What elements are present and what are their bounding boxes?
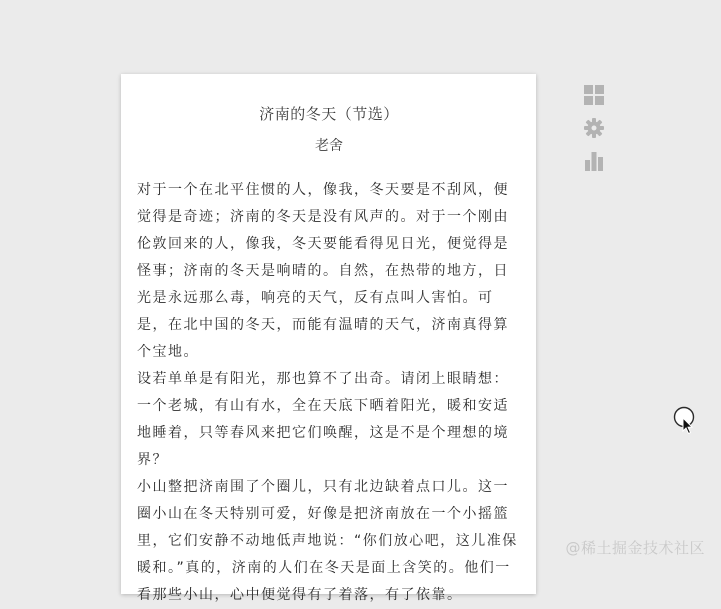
grid-view-button[interactable] [583, 84, 605, 106]
article-body [137, 177, 521, 609]
grid-icon [584, 85, 604, 105]
watermark: @稀土掘金技术社区 [565, 539, 705, 557]
statistics-button[interactable] [583, 150, 605, 172]
gear-icon [584, 118, 604, 138]
side-toolbar [583, 84, 607, 183]
cursor-icon [673, 406, 699, 436]
mouse-cursor [673, 406, 699, 436]
settings-button[interactable] [583, 117, 605, 139]
document-page [121, 74, 536, 603]
paragraph: 小山整把济南围了个圈儿，只有北边缺着点口儿。这一圈小山在冬天特别可爱，好像是把济南放在一个小摇篮里，它们安静不动地低声地说：“你们放心吧，这儿准保暖和。”真的，济南的人们在冬天是面上含笑的。他们一看那些小山，心中便觉得有了着落，有了依靠。 [137, 479, 518, 603]
article-title: 济南的冬天（节选） [259, 105, 399, 123]
bar-chart-icon [584, 151, 604, 171]
paragraph: 对于一个在北平住惯的人，像我，冬天要是不刮风，便觉得是奇迹；济南的冬天是没有风声的。对于一个刚由伦敦回来的人，像我，冬天要能看得见日光，便觉得是怪事；济南的冬天是响晴的。自然，在热带的地方，日光是永远那么毒，响亮的天气，反有点叫人害怕。可是，在北中国的冬天，而能有温晴的天气，济南真得算个宝地。 [137, 182, 509, 360]
paragraph: 设若单单是有阳光，那也算不了出奇。请闭上眼睛想：一个老城，有山有水，全在天底下晒着阳光，暖和安适地睡着，只等春风来把它们唤醒，这是不是个理想的境界？ [137, 371, 509, 468]
article-author: 老舍 [315, 138, 343, 154]
